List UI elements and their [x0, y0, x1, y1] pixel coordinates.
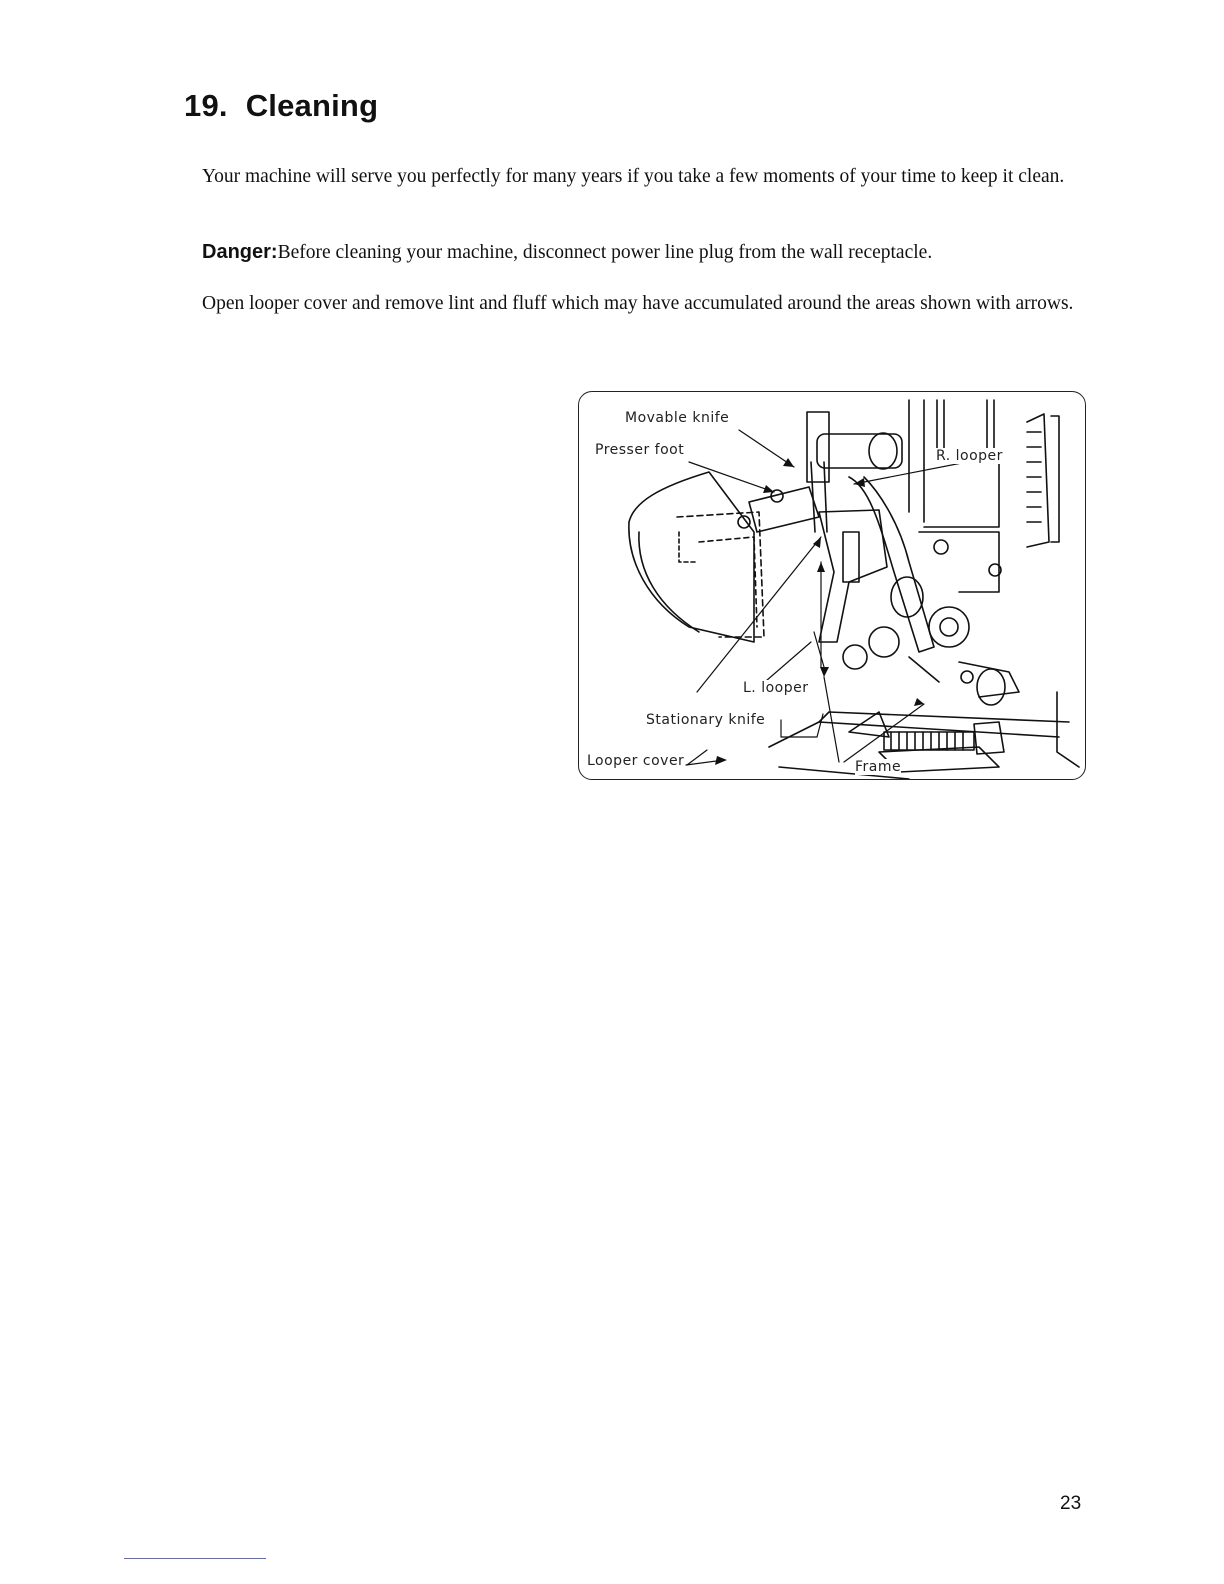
- label-l-looper: L. looper: [743, 680, 809, 696]
- label-movable-knife: Movable knife: [625, 410, 730, 426]
- danger-label: Danger:: [202, 241, 278, 263]
- page-number: 23: [1060, 1493, 1082, 1514]
- footer-rule: [124, 1558, 266, 1559]
- label-looper-cover: Looper cover: [587, 753, 685, 769]
- intro-paragraph: Your machine will serve you perfectly for many years if you take a few moments of your time to keep it clean.: [202, 166, 1065, 187]
- label-stationary-knife: Stationary knife: [646, 712, 766, 728]
- section-number: 19.: [184, 88, 228, 123]
- danger-text: Before cleaning your machine, disconnect power line plug from the wall receptacle.: [277, 242, 933, 263]
- machine-illustration: [578, 391, 1086, 780]
- label-presser-foot: Presser foot: [595, 442, 685, 458]
- danger-paragraph: [202, 239, 1102, 266]
- label-frame: Frame: [855, 759, 902, 775]
- section-title: Cleaning: [245, 88, 379, 123]
- label-r-looper: R. looper: [936, 448, 1003, 464]
- section-heading: [184, 88, 378, 124]
- instruction-paragraph: Open looper cover and remove lint and fluff which may have accumulated around the areas shown with arrows.: [202, 293, 1074, 314]
